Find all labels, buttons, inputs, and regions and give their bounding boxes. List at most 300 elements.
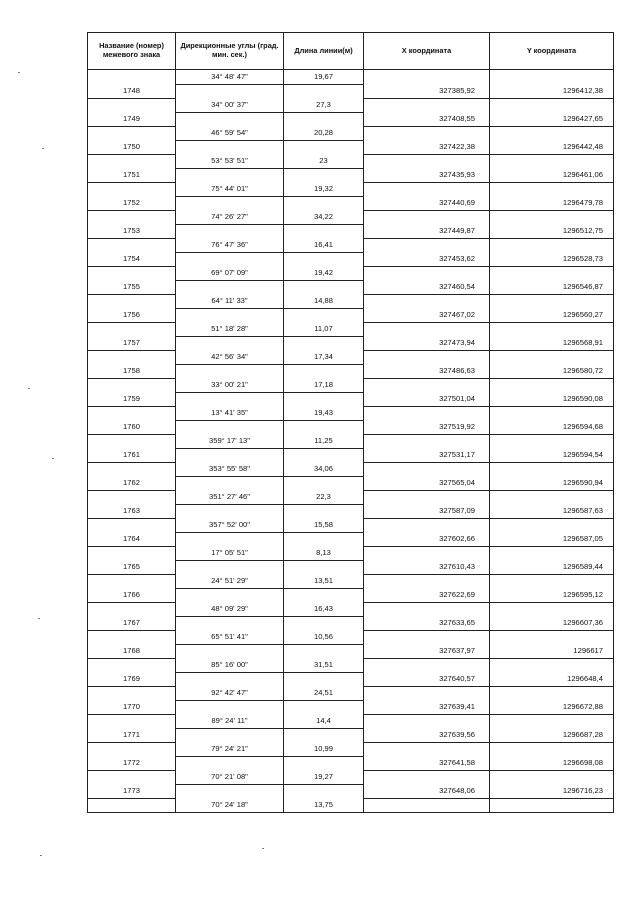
cell-point-name: 1760 (88, 420, 176, 434)
table-row (88, 784, 614, 798)
cell-empty (176, 532, 284, 546)
cell-empty (490, 182, 614, 196)
cell-y: 1296648,4 (490, 672, 614, 686)
cell-empty (490, 322, 614, 336)
cell-empty (88, 770, 176, 784)
table-header-row (88, 33, 614, 70)
cell-empty (176, 560, 284, 574)
cell-length: 16,43 (284, 602, 364, 616)
boundary-coordinates-table (87, 32, 614, 813)
cell-point-name: 1761 (88, 448, 176, 462)
cell-length: 10,56 (284, 630, 364, 644)
cell-empty (176, 140, 284, 154)
cell-point-name: 1757 (88, 336, 176, 350)
cell-empty (284, 140, 364, 154)
table-row (88, 560, 614, 574)
cell-empty (364, 350, 490, 364)
cell-empty (364, 490, 490, 504)
cell-x: 327408,55 (364, 112, 490, 126)
cell-empty (364, 406, 490, 420)
cell-point-name: 1767 (88, 616, 176, 630)
table-row (88, 420, 614, 434)
cell-angle: 69° 07' 09" (176, 266, 284, 280)
cell-length: 19,43 (284, 406, 364, 420)
table-row (88, 308, 614, 322)
scan-speck (18, 72, 20, 73)
cell-empty (490, 462, 614, 476)
cell-empty (284, 448, 364, 462)
cell-empty (284, 532, 364, 546)
cell-y: 1296594,54 (490, 448, 614, 462)
scan-speck (52, 458, 54, 459)
cell-empty (176, 252, 284, 266)
table-row (88, 574, 614, 588)
cell-empty (176, 476, 284, 490)
cell-angle: 92° 42' 47" (176, 686, 284, 700)
cell-angle: 34° 48' 47" (176, 70, 284, 85)
cell-y: 1296590,94 (490, 476, 614, 490)
cell-x: 327453,62 (364, 252, 490, 266)
cell-empty (88, 714, 176, 728)
cell-x: 327633,65 (364, 616, 490, 630)
cell-empty (176, 784, 284, 798)
cell-empty (176, 392, 284, 406)
cell-empty (364, 154, 490, 168)
cell-point-name: 1762 (88, 476, 176, 490)
cell-empty (490, 70, 614, 85)
cell-empty (284, 420, 364, 434)
cell-empty (364, 686, 490, 700)
cell-empty (490, 294, 614, 308)
cell-x: 327440,69 (364, 196, 490, 210)
cell-empty (490, 770, 614, 784)
cell-length: 19,27 (284, 770, 364, 784)
cell-angle: 359° 17' 13" (176, 434, 284, 448)
cell-angle: 51° 18' 28" (176, 322, 284, 336)
cell-empty (176, 196, 284, 210)
cell-x: 327449,87 (364, 224, 490, 238)
cell-x: 327640,57 (364, 672, 490, 686)
cell-angle: 70° 21' 08" (176, 770, 284, 784)
cell-y: 1296512,75 (490, 224, 614, 238)
scan-speck (40, 855, 42, 856)
cell-empty (88, 378, 176, 392)
cell-empty (88, 742, 176, 756)
table-row (88, 630, 614, 644)
cell-empty (284, 784, 364, 798)
cell-angle: 42° 56' 34" (176, 350, 284, 364)
header-length: Длина линии(м) (284, 33, 364, 70)
cell-empty (88, 70, 176, 85)
cell-empty (284, 252, 364, 266)
cell-empty (284, 476, 364, 490)
cell-point-name: 1753 (88, 224, 176, 238)
cell-empty (364, 210, 490, 224)
cell-length: 31,51 (284, 658, 364, 672)
cell-empty (490, 98, 614, 112)
cell-empty (364, 630, 490, 644)
cell-length: 22,3 (284, 490, 364, 504)
table-row (88, 378, 614, 392)
table-row (88, 238, 614, 252)
cell-x: 327501,04 (364, 392, 490, 406)
cell-length: 23 (284, 154, 364, 168)
cell-empty (88, 154, 176, 168)
header-x: X координата (364, 33, 490, 70)
cell-length: 13,51 (284, 574, 364, 588)
cell-empty (176, 168, 284, 182)
cell-y: 1296672,88 (490, 700, 614, 714)
cell-y: 1296698,08 (490, 756, 614, 770)
cell-length: 10,99 (284, 742, 364, 756)
cell-angle: 46° 59' 54" (176, 126, 284, 140)
scan-speck (262, 848, 264, 849)
cell-x: 327422,38 (364, 140, 490, 154)
cell-empty (364, 238, 490, 252)
cell-angle: 74° 26' 27" (176, 210, 284, 224)
cell-empty (490, 658, 614, 672)
cell-empty (364, 546, 490, 560)
table-row (88, 224, 614, 238)
cell-empty (284, 224, 364, 238)
cell-angle: 79° 24' 21" (176, 742, 284, 756)
cell-empty (364, 798, 490, 813)
cell-empty (176, 336, 284, 350)
cell-length: 19,32 (284, 182, 364, 196)
cell-empty (364, 322, 490, 336)
cell-x: 327639,41 (364, 700, 490, 714)
cell-empty (176, 672, 284, 686)
cell-point-name: 1766 (88, 588, 176, 602)
cell-angle: 34° 00' 37" (176, 98, 284, 112)
cell-empty (364, 518, 490, 532)
cell-y: 1296568,91 (490, 336, 614, 350)
table-row (88, 476, 614, 490)
cell-empty (490, 378, 614, 392)
coordinates-sheet (87, 32, 613, 813)
cell-length: 11,07 (284, 322, 364, 336)
cell-x: 327486,63 (364, 364, 490, 378)
cell-angle: 85° 16' 00" (176, 658, 284, 672)
table-row (88, 112, 614, 126)
cell-empty (364, 742, 490, 756)
cell-x: 327435,93 (364, 168, 490, 182)
table-row (88, 168, 614, 182)
cell-y: 1296546,87 (490, 280, 614, 294)
cell-point-name: 1756 (88, 308, 176, 322)
table-row (88, 280, 614, 294)
table-row (88, 490, 614, 504)
cell-angle: 64° 11' 33" (176, 294, 284, 308)
cell-y: 1296442,48 (490, 140, 614, 154)
cell-y: 1296479,78 (490, 196, 614, 210)
table-row (88, 196, 614, 210)
cell-point-name: 1754 (88, 252, 176, 266)
cell-angle: 48° 09' 29" (176, 602, 284, 616)
cell-empty (88, 294, 176, 308)
cell-empty (490, 602, 614, 616)
cell-empty (176, 308, 284, 322)
cell-empty (364, 770, 490, 784)
cell-empty (284, 616, 364, 630)
cell-empty (88, 434, 176, 448)
cell-empty (88, 238, 176, 252)
cell-empty (364, 574, 490, 588)
table-row (88, 98, 614, 112)
cell-x: 327637,97 (364, 644, 490, 658)
cell-y: 1296587,63 (490, 504, 614, 518)
cell-empty (88, 490, 176, 504)
cell-length: 34,22 (284, 210, 364, 224)
cell-point-name: 1749 (88, 112, 176, 126)
cell-angle: 13° 41' 35" (176, 406, 284, 420)
cell-angle: 357° 52' 00" (176, 518, 284, 532)
cell-length: 24,51 (284, 686, 364, 700)
cell-empty (176, 616, 284, 630)
cell-y: 1296461,06 (490, 168, 614, 182)
cell-empty (364, 434, 490, 448)
cell-empty (88, 574, 176, 588)
cell-x: 327639,56 (364, 728, 490, 742)
cell-length: 8,13 (284, 546, 364, 560)
table-row (88, 518, 614, 532)
table-row (88, 322, 614, 336)
cell-empty (176, 224, 284, 238)
cell-length: 14,4 (284, 714, 364, 728)
table-row (88, 154, 614, 168)
cell-empty (176, 504, 284, 518)
cell-empty (176, 280, 284, 294)
cell-empty (490, 210, 614, 224)
table-row (88, 252, 614, 266)
cell-empty (490, 350, 614, 364)
cell-empty (284, 700, 364, 714)
cell-empty (490, 126, 614, 140)
table-row (88, 588, 614, 602)
table-row (88, 266, 614, 280)
cell-x: 327648,06 (364, 784, 490, 798)
table-row (88, 392, 614, 406)
cell-empty (88, 546, 176, 560)
cell-empty (88, 266, 176, 280)
cell-empty (490, 798, 614, 813)
table-row (88, 336, 614, 350)
cell-empty (88, 126, 176, 140)
cell-x: 327587,09 (364, 504, 490, 518)
cell-point-name: 1771 (88, 728, 176, 742)
cell-y: 1296594,68 (490, 420, 614, 434)
cell-x: 327460,54 (364, 280, 490, 294)
cell-empty (490, 238, 614, 252)
cell-empty (364, 126, 490, 140)
cell-x: 327473,94 (364, 336, 490, 350)
cell-empty (490, 518, 614, 532)
cell-empty (88, 658, 176, 672)
scan-speck (42, 148, 44, 149)
cell-empty (88, 462, 176, 476)
cell-empty (284, 168, 364, 182)
cell-y: 1296589,44 (490, 560, 614, 574)
cell-y: 1296687,28 (490, 728, 614, 742)
cell-point-name: 1768 (88, 644, 176, 658)
table-row (88, 70, 614, 85)
cell-point-name: 1765 (88, 560, 176, 574)
cell-angle: 89° 24' 11" (176, 714, 284, 728)
cell-x: 327467,02 (364, 308, 490, 322)
table-row (88, 686, 614, 700)
cell-angle: 75° 44' 01" (176, 182, 284, 196)
cell-empty (490, 406, 614, 420)
cell-empty (284, 392, 364, 406)
cell-empty (284, 728, 364, 742)
table-row (88, 406, 614, 420)
table-row (88, 140, 614, 154)
table-row (88, 798, 614, 813)
table-row (88, 700, 614, 714)
cell-empty (364, 294, 490, 308)
cell-point-name: 1770 (88, 700, 176, 714)
cell-y: 1296580,72 (490, 364, 614, 378)
cell-empty (284, 280, 364, 294)
cell-empty (176, 420, 284, 434)
table-row (88, 182, 614, 196)
cell-length: 13,75 (284, 798, 364, 813)
cell-empty (284, 588, 364, 602)
cell-empty (284, 84, 364, 98)
cell-angle: 17° 05' 51" (176, 546, 284, 560)
cell-x: 327531,17 (364, 448, 490, 462)
cell-y: 1296607,36 (490, 616, 614, 630)
scan-speck (38, 618, 40, 619)
header-angle: Дирекционные углы (град. мин. сек.) (176, 33, 284, 70)
cell-angle: 76° 47' 36" (176, 238, 284, 252)
cell-point-name: 1758 (88, 364, 176, 378)
table-row (88, 728, 614, 742)
cell-length: 15,58 (284, 518, 364, 532)
cell-length: 14,88 (284, 294, 364, 308)
cell-empty (284, 560, 364, 574)
cell-empty (88, 602, 176, 616)
cell-empty (364, 658, 490, 672)
cell-x: 327641,58 (364, 756, 490, 770)
table-row (88, 434, 614, 448)
cell-x: 327565,04 (364, 476, 490, 490)
cell-empty (364, 462, 490, 476)
cell-y: 1296587,05 (490, 532, 614, 546)
cell-empty (176, 448, 284, 462)
table-row (88, 462, 614, 476)
cell-empty (364, 378, 490, 392)
cell-point-name: 1764 (88, 532, 176, 546)
cell-x: 327622,69 (364, 588, 490, 602)
table-row (88, 602, 614, 616)
cell-empty (88, 98, 176, 112)
cell-empty (490, 574, 614, 588)
table-row (88, 644, 614, 658)
cell-y: 1296528,73 (490, 252, 614, 266)
cell-y: 1296595,12 (490, 588, 614, 602)
cell-point-name: 1752 (88, 196, 176, 210)
cell-empty (88, 406, 176, 420)
cell-empty (364, 714, 490, 728)
header-y: Y координата (490, 33, 614, 70)
cell-y: 1296412,38 (490, 84, 614, 98)
cell-length: 19,67 (284, 70, 364, 85)
table-row (88, 504, 614, 518)
cell-empty (490, 434, 614, 448)
cell-empty (490, 630, 614, 644)
table-row (88, 364, 614, 378)
cell-empty (88, 798, 176, 813)
cell-empty (88, 518, 176, 532)
table-row (88, 532, 614, 546)
cell-empty (88, 350, 176, 364)
table-row (88, 616, 614, 630)
table-row (88, 714, 614, 728)
cell-y: 1296427,65 (490, 112, 614, 126)
cell-empty (284, 504, 364, 518)
cell-empty (176, 728, 284, 742)
cell-empty (284, 672, 364, 686)
cell-empty (88, 210, 176, 224)
cell-empty (364, 266, 490, 280)
cell-empty (284, 196, 364, 210)
cell-empty (490, 714, 614, 728)
cell-empty (284, 336, 364, 350)
cell-empty (176, 644, 284, 658)
cell-empty (490, 490, 614, 504)
cell-length: 19,42 (284, 266, 364, 280)
cell-angle: 353° 55' 58" (176, 462, 284, 476)
cell-point-name: 1763 (88, 504, 176, 518)
cell-empty (364, 602, 490, 616)
cell-y: 1296617 (490, 644, 614, 658)
header-name: Название (номер) межевого знака (88, 33, 176, 70)
cell-empty (364, 70, 490, 85)
cell-empty (176, 700, 284, 714)
cell-empty (284, 644, 364, 658)
cell-length: 16,41 (284, 238, 364, 252)
cell-x: 327602,66 (364, 532, 490, 546)
cell-point-name: 1751 (88, 168, 176, 182)
cell-y: 1296716,23 (490, 784, 614, 798)
cell-length: 11,25 (284, 434, 364, 448)
cell-point-name: 1759 (88, 392, 176, 406)
table-row (88, 210, 614, 224)
cell-empty (284, 364, 364, 378)
cell-empty (88, 322, 176, 336)
cell-point-name: 1755 (88, 280, 176, 294)
table-row (88, 448, 614, 462)
table-row (88, 756, 614, 770)
cell-x: 327610,43 (364, 560, 490, 574)
scan-speck (28, 388, 30, 389)
cell-length: 17,18 (284, 378, 364, 392)
cell-length: 17,34 (284, 350, 364, 364)
cell-empty (490, 154, 614, 168)
table-row (88, 294, 614, 308)
cell-empty (88, 686, 176, 700)
cell-angle: 33° 00' 21" (176, 378, 284, 392)
cell-empty (284, 308, 364, 322)
cell-x: 327519,92 (364, 420, 490, 434)
cell-empty (490, 266, 614, 280)
cell-point-name: 1769 (88, 672, 176, 686)
cell-length: 20,28 (284, 126, 364, 140)
cell-length: 34,06 (284, 462, 364, 476)
cell-empty (284, 112, 364, 126)
cell-empty (88, 630, 176, 644)
